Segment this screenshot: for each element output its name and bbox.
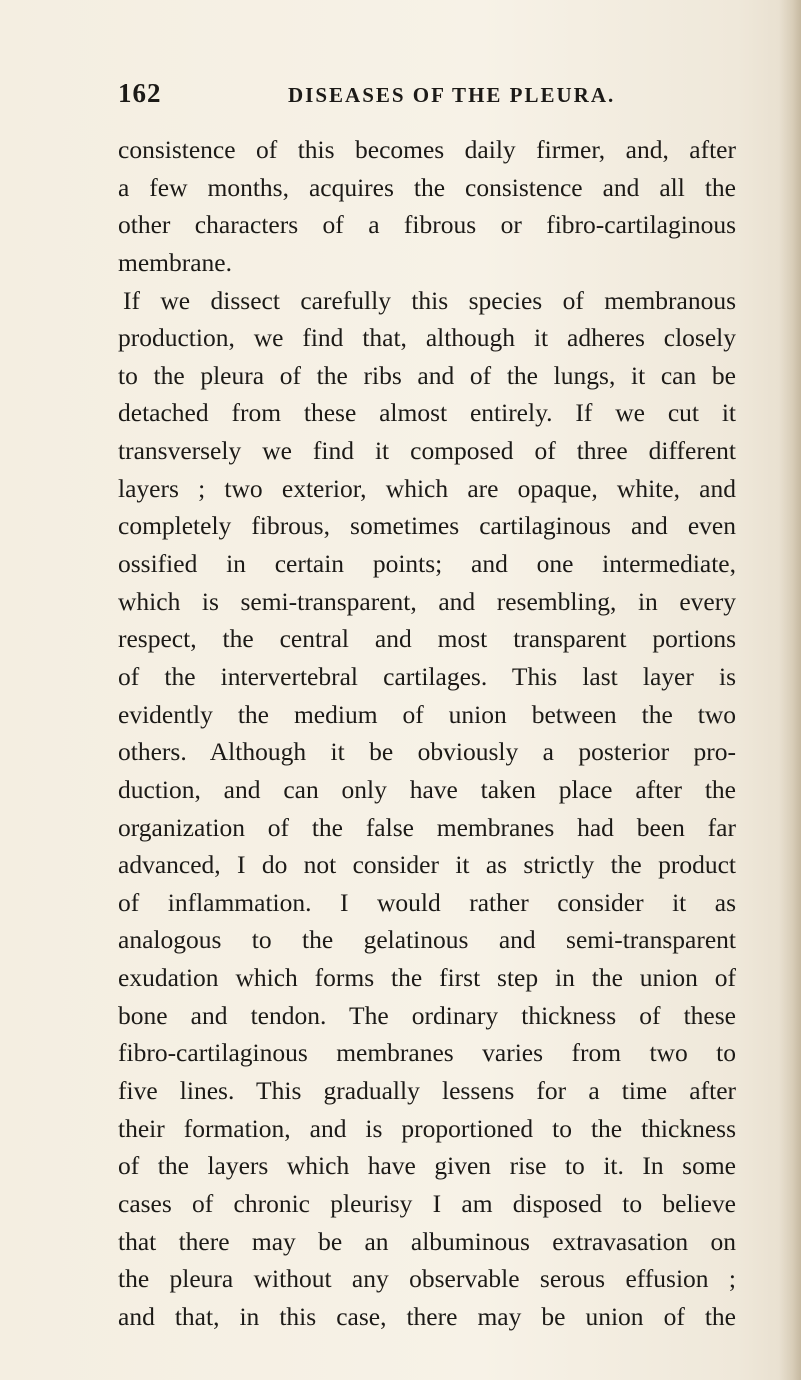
text-line: layers ; two exterior, which are opaque, white, and [118,473,736,503]
text-line: the pleura without any observable serous effusion ; [118,1264,736,1294]
text-line: of the layers which have given rise to it. In some [118,1151,736,1181]
text-line: membrane. [118,247,232,277]
text-line: advanced, I do not consider it as strictly the product [118,850,736,880]
text-line: others. Although it be obviously a posterior pro- [118,737,736,767]
text-line: evidently the medium of union between the two [118,699,736,729]
text-line: that there may be an albuminous extravasation on [118,1226,736,1256]
text-line: cases of chronic pleurisy I am disposed to believe [118,1188,736,1218]
text-line: completely fibrous, sometimes cartilaginous and even [118,511,736,541]
text-line: exudation which forms the first step in the union of [118,963,736,993]
text-line: of inflammation. I would rather consider it as [118,887,736,917]
text-line: and that, in this case, there may be union of the [118,1301,736,1331]
text-line: transversely we find it composed of three different [118,436,736,466]
text-line: other characters of a fibrous or fibro-cartilaginous [118,210,736,240]
text-line: respect, the central and most transparent portions [118,624,736,654]
text-line: consistence of this becomes daily firmer, and, after [118,135,736,164]
running-head: DISEASES OF THE PLEURA. [288,83,616,107]
text-line: fibro-cartilaginous membranes varies from two to [118,1038,736,1068]
page-number: 162 [118,78,162,108]
text-line: production, we find that, although it adheres closely [118,323,736,353]
text-line: detached from these almost entirely. If we cut it [118,398,736,428]
text-line: ossified in certain points; and one intermediate, [118,549,736,579]
text-line: analogous to the gelatinous and semi-transparent [118,925,736,955]
text-line: bone and tendon. The ordinary thickness of these [118,1000,736,1030]
text-line: five lines. This gradually lessens for a time after [118,1076,736,1106]
text-line: to the pleura of the ribs and of the lungs, it can be [118,360,736,390]
body-text [118,131,736,1336]
text-line: a few months, acquires the consistence and all the [118,172,736,202]
text-line: If we dissect carefully this species of membranous [123,285,736,315]
text-line: organization of the false membranes had been far [118,812,736,842]
text-line: duction, and can only have taken place after the [118,774,736,804]
page-edge-shadow [779,0,801,1380]
page-header [118,78,718,118]
text-line: of the intervertebral cartilages. This last layer is [118,661,736,691]
text-line: which is semi-transparent, and resembling, in every [118,586,736,616]
text-line: their formation, and is proportioned to the thickness [118,1113,736,1143]
